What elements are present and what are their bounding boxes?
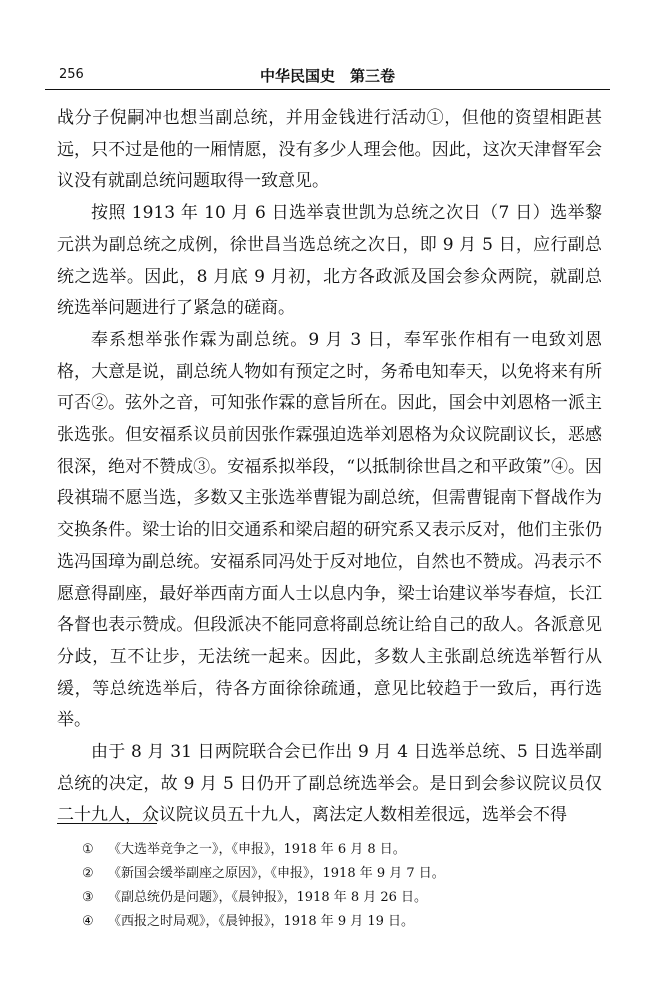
footnotes — [82, 838, 602, 934]
footnote-mark: ④ — [82, 914, 94, 929]
paragraph: 奉系想举张作霖为副总统。9 月 3 日，奉军张作相有一电致刘恩格，大意是说，副总统人物如有预定之时，务希电知奉天，以免将来有所可否②。弦外之音，可知张作霖的意旨所在。因此，国会中刘恩格一派主张选张。但安福系议员前因张作霖强迫选举刘恩格为众议院副议长，恶感很深，绝对不赞成③。安福系拟举段，“以抵制徐世昌之和平政策”④。因段祺瑞不愿当选，多数又主张选举曹锟为副总统，但需曹锟南下督战作为交换条件。梁士诒的旧交通系和梁启超的研究系又表示反对，他们主张仍选冯国璋为副总统。安福系同冯处于反对地位，自然也不赞成。冯表示不愿意得副座，最好举西南方面人士以息内争，梁士诒建议举岑春煊，长江各督也表示赞成。但段派决不能同意将副总统让给自己的敌人。各派意见分歧，互不让步，无法统一起来。因此，多数人主张副总统选举暂行从缓，等总统选举后，待各方面徐徐疏通，意见比较趋于一致后，再行选举。 — [57, 329, 602, 731]
page-number: 256 — [59, 67, 84, 82]
header-rule — [45, 89, 610, 90]
footnote-text: 《新国会缓举副座之原因》，《申报》，1918 年 9 月 7 日。 — [108, 866, 445, 881]
footnote-rule — [57, 823, 157, 824]
footnote — [82, 862, 602, 886]
footnote-mark: ② — [82, 866, 94, 881]
footnote-mark: ① — [82, 842, 94, 857]
footnote-text: 《副总统仍是问题》，《晨钟报》，1918 年 8 月 26 日。 — [108, 890, 428, 905]
footnote-mark: ③ — [82, 890, 94, 905]
running-title: 中华民国史 第三卷 — [259, 67, 395, 85]
paragraph: 由于 8 月 31 日两院联合会已作出 9 月 4 日选举总统、5 日选举副总统的决定，故 9 月 5 日仍开了副总统选举会。是日到会参议院议员仅二十九人，众议院议员五十九人，离法定人数相差很远，选举会不得 — [57, 742, 602, 826]
footnote-text: 《西报之时局观》，《晨钟报》，1918 年 9 月 19 日。 — [108, 914, 415, 929]
page-header — [45, 63, 610, 87]
footnote — [82, 886, 602, 910]
paragraph: 按照 1913 年 10 月 6 日选举袁世凯为总统之次日（7 日）选举黎元洪为副总统之成例，徐世昌当选总统之次日，即 9 月 5 日，应行副总统之选举。因此，8 月底 9 月初，北方各政派及国会参众两院，就副总统选举问题进行了紧急的磋商。 — [57, 203, 602, 319]
body-text — [57, 103, 602, 832]
footnote-text: 《大选举竞争之一》，《申报》，1918 年 6 月 8 日。 — [108, 842, 406, 857]
footnote — [82, 838, 602, 862]
paragraph: 战分子倪嗣冲也想当副总统，并用金钱进行活动①，但他的资望相距甚远，只不过是他的一厢情愿，没有多少人理会他。因此，这次天津督军会议没有就副总统问题取得一致意见。 — [57, 108, 602, 192]
footnote — [82, 910, 602, 934]
